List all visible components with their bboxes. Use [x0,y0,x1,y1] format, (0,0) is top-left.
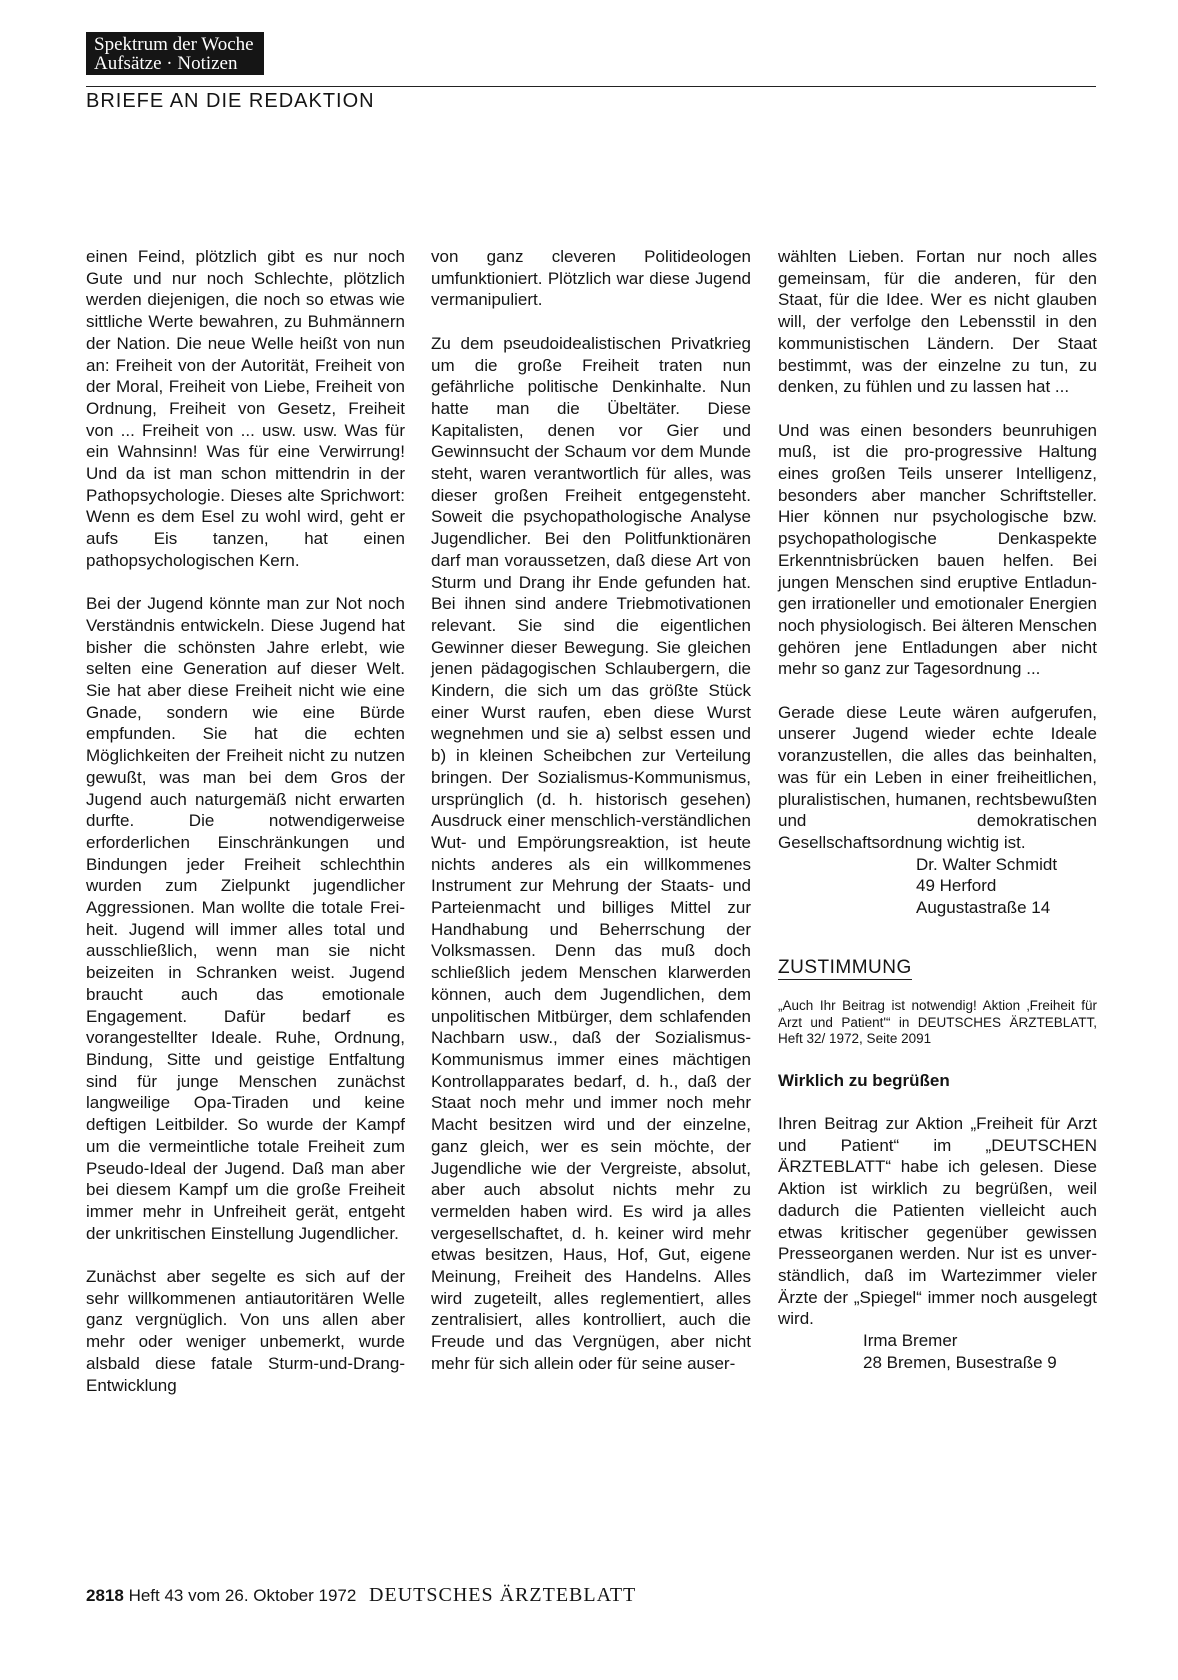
paragraph: Zu dem pseudoidealistischen Privatkrieg um die große Freiheit traten nun gefährliche politische Denkinhalte. Nun hatte man die Übeltäter. Diese Kapitalisten, denen vor Gier und Gewinnsucht der Schaum vor dem Munde steht, waren verantwortlich für alles, was dieser großen Freiheit entgegensteht. Soweit die psychopathologische Analyse Jugendlicher. Bei den Politfunktionären darf man voraussetzen, daß diese Art von Sturm und Drang ihr Ende gefunden hat. Bei ihnen sind andere Triebmotivationen relevant. Sie sind die eigentlichen Gewinner dieser Bewegung. Sie gleichen jenen pädagogischen Schlaubergern, die Kindern, die sich um das größte Stück einer Wurst raufen, eben diese Wurst wegnehmen und sie a) selbst essen und b) in kleinen Scheibchen zur Verteilung bringen. Der Sozialismus-Kommunismus, ursprünglich (d. h. historisch gesehen) Ausdruck einer menschlich-verständlichen Wut- und Empörungsreaktion, ist heute nichts anderes als ein willkommenes Instrument zur Mehrung der Staats- und Parteienmacht und billiges Mittel zur Handhabung und Beherrschung der Volksmassen. Denn das muß doch schließlich jedem Menschen klarwerden können, auch dem Jugendlichen, dem unpolitischen Mitbürger, dem schlafenden Nachbarn usw., daß der Sozialismus-Kommunismus immer eines mächtigen Kontrollapparates bedarf, d. h., daß der Staat noch mehr und immer noch mehr Macht besitzen wird und der einzelne, ganz gleich, wer es sein möchte, der Jugendliche wie der Vergreiste, absolut, aber auch absolut nichts mehr zu vermelden haben wird. Es wird ja alles vergesellschaftet, d. h. keiner wird mehr etwas besitzen, Haus, Hof, Gut, eigene Meinung, Freiheit des Handelns. Alles wird zugeteilt, alles reglementiert, alles zentralisiert, alles kontrolliert, auch die Freude und das Vergnügen, aber nicht mehr für sich allein oder für seine auser- [431,333,751,1373]
paragraph: wählten Lieben. Fortan nur noch alles gemeinsam, für die anderen, für den Staat, für die Idee. Wer es nicht glauben will, der verfolge den Lebensstil in den kommunistischen Ländern. Der Staat bestimmt, was der einzelne zu tun, zu denken, zu fühlen und zu lassen hat ... [778,247,1097,397]
paragraph: Ihren Beitrag zur Aktion „Freiheit für Arzt und Patient“ im „DEUTSCHEN ÄRZTEBLATT“ habe ich gelesen. Diese Aktion ist wirklich zu begrüßen, weil dadurch die Patienten vielleicht auch etwas kritischer gegenüber gewissen Presseorganen werden. Nur ist es unverständlich, daß im Wartezimmer vieler Ärzte der „Spiegel“ immer noch ausgelegt wird. [778,1114,1097,1329]
badge-line-2: Aufsätze · Notizen [94,53,238,74]
header-rule [86,86,1096,87]
paragraph: einen Feind, plötzlich gibt es nur noch Gute und nur noch Schlechte, plötzlich werden diejenigen, die noch so etwas wie sittliche Werte bewahren, zu Buhmännern der Nation. Die neue Welle heißt von nun an: Freiheit von der Autorität, Freiheit von der Moral, Freiheit von Liebe, Freiheit von Ordnung, Freiheit von Gesetz, Freiheit von ... Freiheit von ... usw. usw. Was für ein Wahnsinn! Was für eine Verwirrung! Und da ist man schon mittendrin in der Pathopsychologie. Dieses alte Sprichwort: Wenn es dem Esel zu wohl wird, geht er aufs Eis tanzen, hat einen pathopsychologischen Kern. [86,247,405,570]
section-badge [86,32,264,75]
column-3 [778,246,1097,1373]
page-footer [86,1584,636,1607]
signature-name: Dr. Walter Schmidt [916,854,1058,874]
signature-street: Augustastraße 14 [916,898,1051,918]
journal-title: DEUTSCHES ÄRZTEBLATT [369,1584,637,1606]
badge-line-1: Spektrum der Woche [94,34,254,55]
paragraph: Bei der Jugend könnte man zur Not noch Verständnis entwickeln. Diese Jugend hat bisher die schönsten Jahre erlebt, wie selten eine Generation auf dieser Welt. Sie hat aber diese Freiheit nicht wie eine Gnade, sondern wie eine Bürde empfunden. Sie hat die echten Möglichkeiten der Freiheit nicht zu nutzen gewußt, was man bei dem Gros der Jugend auch naturgemäß nicht erwarten durfte. Die notwendigerweise erforderlichen Einschränkungen und Bindungen jeder Freiheit schlechthin wurden zum Zielpunkt jugendlicher Aggressionen. Man wollte die totale Freiheit. Jugend will immer alles total und ausschließlich, wenn man sie nicht beizeiten in Schranken weist. Jugend braucht auch das emotionale Engagement. Dafür bedarf es vorangestellter Ideale. Ruhe, Ordnung, Bindung, Sitte und geistige Entfaltung sind für junge Menschen zunächst langweilige Opa-Tiraden und keine deftigen Leitbilder. So wurde der Kampf um die vermeintliche totale Freiheit zum Pseudo-Ideal der Jugend. Daß man aber bei diesem Kampf um die große Freiheit immer mehr in Unfreiheit gerät, entgeht der unkritischen Einstellung Jugendlicher. [86,594,405,1243]
letter-subheading: Wirklich zu begrüßen [778,1070,950,1090]
paragraph: Gerade diese Leute wären aufgerufen, unserer Jugend wieder echte Ideale voranzustellen, die alles das beinhalten, was für ein Leben in einer freiheitlichen, pluralistischen, humanen, rechtsbewußten und demokratischen Gesellschaftsordnung wichtig ist. [778,702,1097,852]
paragraph: Und was einen besonders beunruhigen muß, ist die pro-progressive Haltung eines großen Teils unserer Intelligenz, besonders aber mancher Schriftsteller. Hier können nur psychologische bzw. psychopathologische Denkaspekte Erkenntnisbrücken bauen helfen. Bei jungen Menschen sind eruptive Entladungen irrationeller und emotionaler Energien noch physiologisch. Bei älteren Menschen gehören jene Entladungen aber nicht mehr so ganz zur Tagesordnung ... [778,420,1097,679]
page-header [86,32,1096,75]
page-number: 2818 [86,1586,124,1605]
issue-info: Heft 43 vom 26. Oktober 1972 [128,1586,357,1605]
paragraph: Zunächst aber segelte es sich auf der sehr willkommenen antiautoritären Welle ganz vergnüglich. Von uns allen aber mehr oder weniger unbemerkt, wurde alsbald diese fatale Sturm-und-Drang-Entwicklung [86,1267,405,1395]
column-2 [431,246,751,1396]
zustimmung-heading: ZUSTIMMUNG [778,957,912,981]
reference-note: „Auch Ihr Beitrag ist notwendig! Aktion ‚Freiheit für Arzt und Patient'“ in DEUTSCHES ÄRZTEBLATT, Heft 32/ 1972, Seite 2091 [778,998,1097,1047]
signature-2 [778,1330,1097,1373]
column-1 [86,246,405,1418]
signature-city: 49 Herford [916,876,997,896]
paragraph: von ganz cleveren Politideologen umfunktioniert. Plötzlich war diese Jugend vermanipuliert. [431,247,751,310]
signature-1 [778,854,1097,919]
section-title: BRIEFE AN DIE REDAKTION [86,90,375,112]
signature-address: 28 Bremen, Busestraße 9 [863,1352,1057,1372]
signature-name: Irma Bremer [863,1331,958,1351]
